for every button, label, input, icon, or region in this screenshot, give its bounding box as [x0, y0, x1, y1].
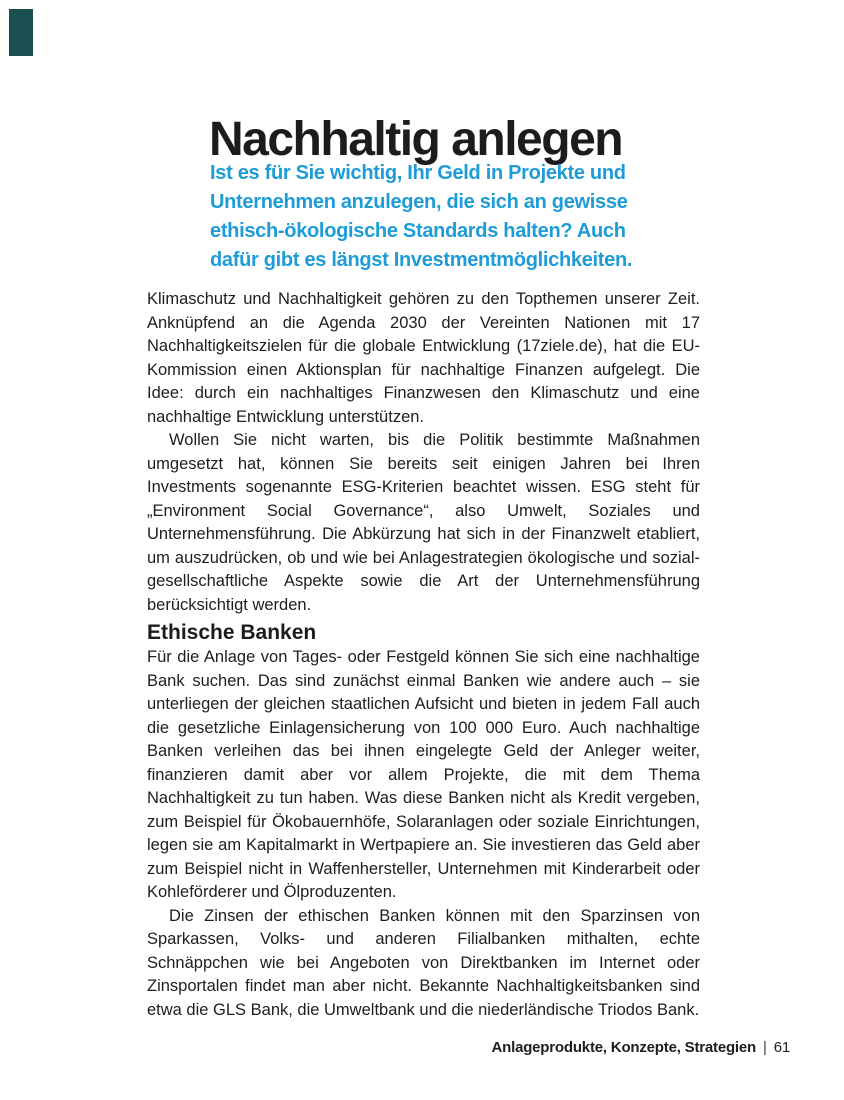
chapter-color-tab [9, 9, 33, 56]
body-paragraph: Die Zinsen der ethischen Banken können mit den Sparzinsen von Sparkassen, Volks- und anderen Filialbanken mithalten, echte Schnäppchen wie bei Angeboten von Direktbanken im Internet oder Zinsportalen findet man aber nicht. Bekannte Nachhaltigkeitsbanken sind etwa die GLS Bank, die Umweltbank und die niederländische Triodos Bank. [147, 906, 700, 1019]
page-title: Nachhaltig anlegen [209, 113, 623, 167]
intro-line: dafür gibt es längst Investmentmöglichkeiten. [210, 249, 633, 271]
section-heading: Ethische Banken [147, 621, 317, 644]
page-footer [492, 1039, 791, 1056]
intro-line: Ist es für Sie wichtig, Ihr Geld in Projekte und [210, 162, 626, 184]
body-paragraph: Für die Anlage von Tages- oder Festgeld können Sie sich eine nachhaltige Bank suchen. Das sind zunächst einmal Banken wie andere auch – sie unterliegen der gleichen staatlichen Aufsicht und bieten in jedem Fall auch die gesetzliche Einlagensicherung von 100 000 Euro. Auch nachhaltige Banken verleihen das bei ihnen eingelegte Geld der Anleger weiter, finanzieren damit aber vor allem Projekte, die mit dem Thema Nachhaltigkeit zu tun haben. Was diese Banken nicht als Kredit vergeben, zum Beispiel für Ökobauernhöfe, Solaranlagen oder soziale Einrichtungen, legen sie am Kapitalmarkt in Wertpapiere an. Sie investieren das Geld aber zum Beispiel nicht in Waffenhersteller, Unternehmen mit Kinderarbeit oder Kohleförderer und Ölproduzenten. [147, 648, 700, 901]
intro-line: Unternehmen anzulegen, die sich an gewisse [210, 191, 628, 213]
footer-section-label: Anlageprodukte, Konzepte, Strategien [491, 1039, 756, 1056]
body-paragraph: Wollen Sie nicht warten, bis die Politik bestimmte Maßnahmen umgesetzt hat, können Sie bereits seit einigen Jahren bei Ihren Investments sogenannte ESG-Kriterien beachtet wissen. ESG steht für „Environment Social Governance“, also Umwelt, Soziales und Unternehmensführung. Die Abkürzung hat sich in der Finanzwelt etabliert, um auszudrücken, ob und wie bei Anlagestrategien ökologische und sozial-gesellschaftliche Aspekte sowie die Art der Unternehmensführung berücksichtigt werden. [147, 431, 700, 614]
intro-line: ethisch-ökologische Standards halten? Auch [210, 220, 626, 242]
footer-separator: | [763, 1039, 767, 1056]
intro-teaser [210, 159, 632, 275]
body-paragraph: Klimaschutz und Nachhaltigkeit gehören zu den Topthemen unserer Zeit. Anknüpfend an die Agenda 2030 der Vereinten Nationen mit 17 Nachhaltigkeitszielen für die globale Entwicklung (17ziele.de), hat die EU-Kommission einen Aktionsplan für nachhaltige Finanzen aufgelegt. Die Idee: durch ein nachhaltiges Finanzwesen den Klimaschutz und eine nachhaltige Entwicklung unterstützen. [147, 290, 700, 426]
body-column [147, 288, 700, 1022]
footer-page-number: 61 [773, 1039, 790, 1056]
